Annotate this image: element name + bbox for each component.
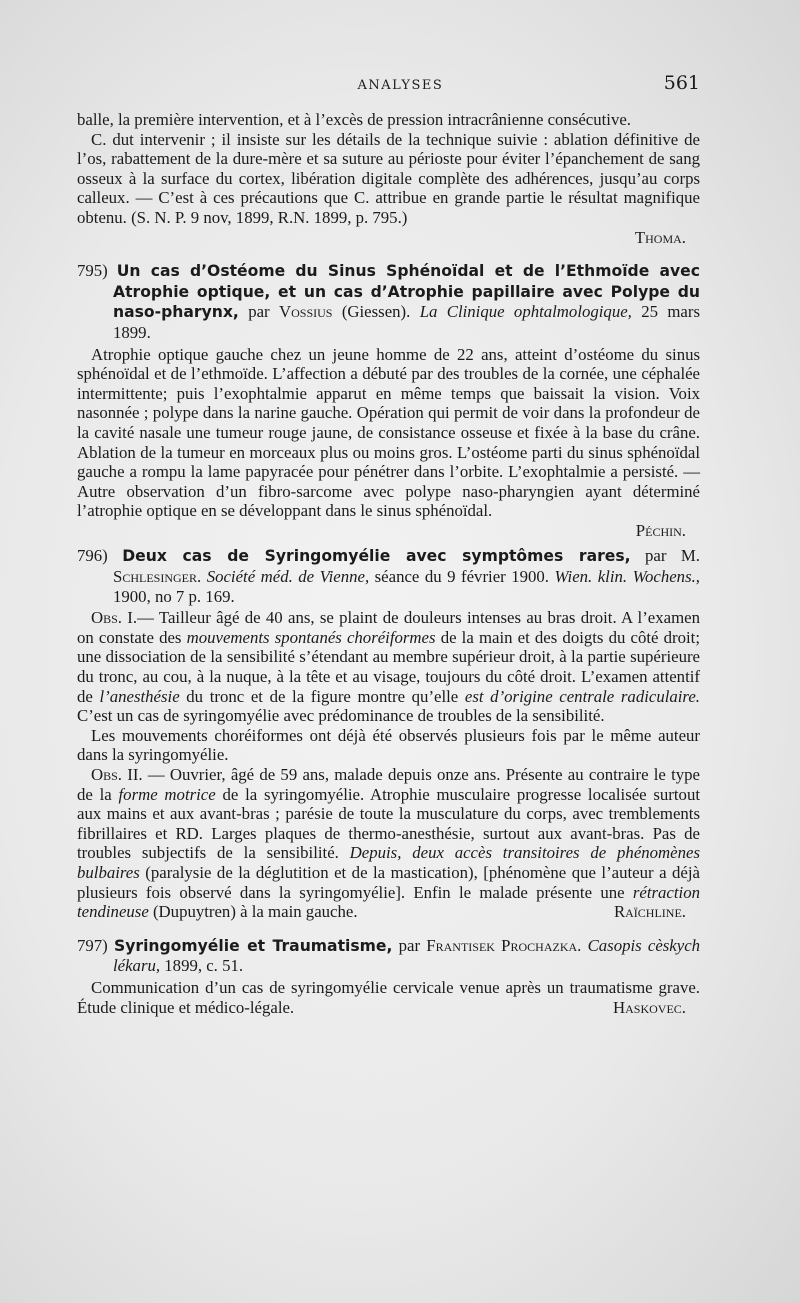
obs-text: de la syringomyélie. Atrophie musculaire progresse localisée surtout aux mains et aux avant-bras ; parésie de toute la musculature du corps, avec tremblements fibrillaires et RD. Larges plaques de thermo-anesthésie, surtout aux avant-bras. Pas de troubles subjectifs de la sensibilité. [77,784,701,863]
continued-paragraph-1: balle, la première intervention, et à l’excès de pression intracrânienne consécutive. [77,110,632,129]
journal-name: Wien. klin. Wochens., [554,567,700,587]
author-name: Frantisek Prochazka. [426,935,582,955]
obs-italic: forme motrice [118,784,216,804]
entry-797-paragraph [77,978,700,1017]
observation-1 [77,608,700,726]
obs-text: de la main et des doigts du côté droit; une dissociation de la sensibilité s’étendant au membre supérieur droit, à la partie supérieure du tronc, au cou, à la nuque, à la tête et au visage, toujours du côté droit. L’examen attentif de [77,627,700,706]
obs-italic: est d’origine centrale radiculaire. [464,686,700,706]
obs-italic: rétraction tendineuse [77,882,700,922]
running-title: ANALYSES [357,78,444,93]
by-word: par [398,935,421,955]
session-date: séance du 9 février 1900. [374,567,549,587]
obs-text: — Tailleur âgé de 40 ans, se plaint de douleurs intenses au bras droit. A l’examen on constate des [77,608,700,647]
observation-2 [77,765,700,922]
page-header [77,72,700,110]
continued-paragraph-2: C. dut intervenir ; il insiste sur les détails de la technique suivie : ablation définitive de l’os, rabattement de la dure-mère et sa suture au périoste pour éviter l’épanchement de sang osseux à la surface du cortex, libération digitale complète des adhérences, jusqu’au corps calleux. — C’est à ces précautions que C. attribue en grande partie le résultat magnifique obtenu. (S. N. P. 9 nov, 1899, R.N. 1899, p. 795.) [77,129,700,227]
obs-label: Obs. II. [91,765,143,784]
entry-number: 797) [77,935,108,955]
obs-label: Obs. I. [91,608,138,628]
author-name: Schlesinger. [113,567,202,587]
signature-thoma: Thoma. [634,227,686,247]
author-affiliation: (Giessen). [341,302,411,322]
obs-text: C’est un cas de syringomyélie avec prédominance de troubles de la sensibilité. [77,706,605,726]
entry-797-heading [77,936,700,976]
obs-text: (paralysie de la déglutition et de la mastication), [phénomène que l’auteur a déjà plusieurs fois observé dans la syringomyélie]. Enfin le malade présente une [77,862,700,902]
page-number: 561 [663,72,700,94]
entry-number: 795) [77,261,108,281]
obs-italic: l’anesthésie [99,686,180,706]
entry-795-heading [77,261,700,342]
paragraph-text: Communication d’un cas de syringomyélie cervicale venue après un traumatisme grave. Étude clinique et médico-légale. [77,977,700,1017]
entry-number: 796) [77,546,108,566]
society-name: Société méd. de Vienne, [206,567,370,587]
obs-text: (Dupuytren) à la main gauche. [152,902,358,922]
signature-haskovec: Haskovec. [613,997,686,1017]
journal-reference: 1899, c. 51. [164,956,244,976]
publication-date: 25 mars 1899. [113,302,700,342]
entry-796-paragraph: Les mouvements choréiformes ont déjà été observés plusieurs fois par le même auteur dans la syringomyélie. [77,725,700,765]
signature-raichline: Raïchline. [613,902,686,922]
obs-italic: Depuis, deux accès transitoires de phénomènes bulbaires [77,843,700,882]
by-word: par M. [645,546,700,566]
obs-text: du tronc et de la figure montre qu’elle [186,686,459,706]
journal-name: La Clinique ophtalmologique, [419,302,632,322]
entry-title: Deux cas de Syringomyélie avec symptômes rares, [122,547,631,566]
page-body [77,110,700,1017]
obs-italic: mouvements spontanés choréiformes [186,627,436,647]
entry-title: Syringomyélie et Traumatisme, [113,936,393,955]
entry-796-heading [77,546,700,606]
signature-pechin: Péchin. [635,520,686,540]
entry-795-paragraph: Atrophie optique gauche chez un jeune homme de 22 ans, atteint d’ostéome du sinus sphénoïdal et de l’ethmoïde. L’affection a débuté par des troubles de la cornée, une céphalée intermittente; puis l’exophtalmie apparut en même temps que baissait la vision. Voix nasonnée ; polype dans la narine gauche. Opération qui permit de voir dans la profondeur de la cavité nasale une tumeur rouge jaune, de consistance osseuse et fixée à la base du crâne. Ablation de la tumeur en morceaux plus ou moins gros. L’ostéome parti du sinus sphénoïdal gauche a rompu la lame papyracée pour pénétrer dans l’orbite. L’exophtalmie a persisté. — Autre observation d’un fibro-sarcome avec polype naso-pharyngien ayant déterminé l’atrophie optique en se développant dans le sinus sphénoïdal. [77,344,700,521]
by-word: par [248,302,270,322]
author-name: Vossius [278,302,333,322]
obs-text: — Ouvrier, âgé de 59 ans, malade depuis onze ans. Présente au contraire le type de la [77,765,700,804]
journal-reference: 1900, no 7 p. 169. [113,586,235,606]
entry-title: Un cas d’Ostéome du Sinus Sphénoïdal et de l’Ethmoïde avec Atrophie optique, et un cas d’Atrophie papillaire avec Polype du naso-pharynx, [113,262,700,322]
journal-name: Casopis cèskych lékaru, [113,935,701,976]
